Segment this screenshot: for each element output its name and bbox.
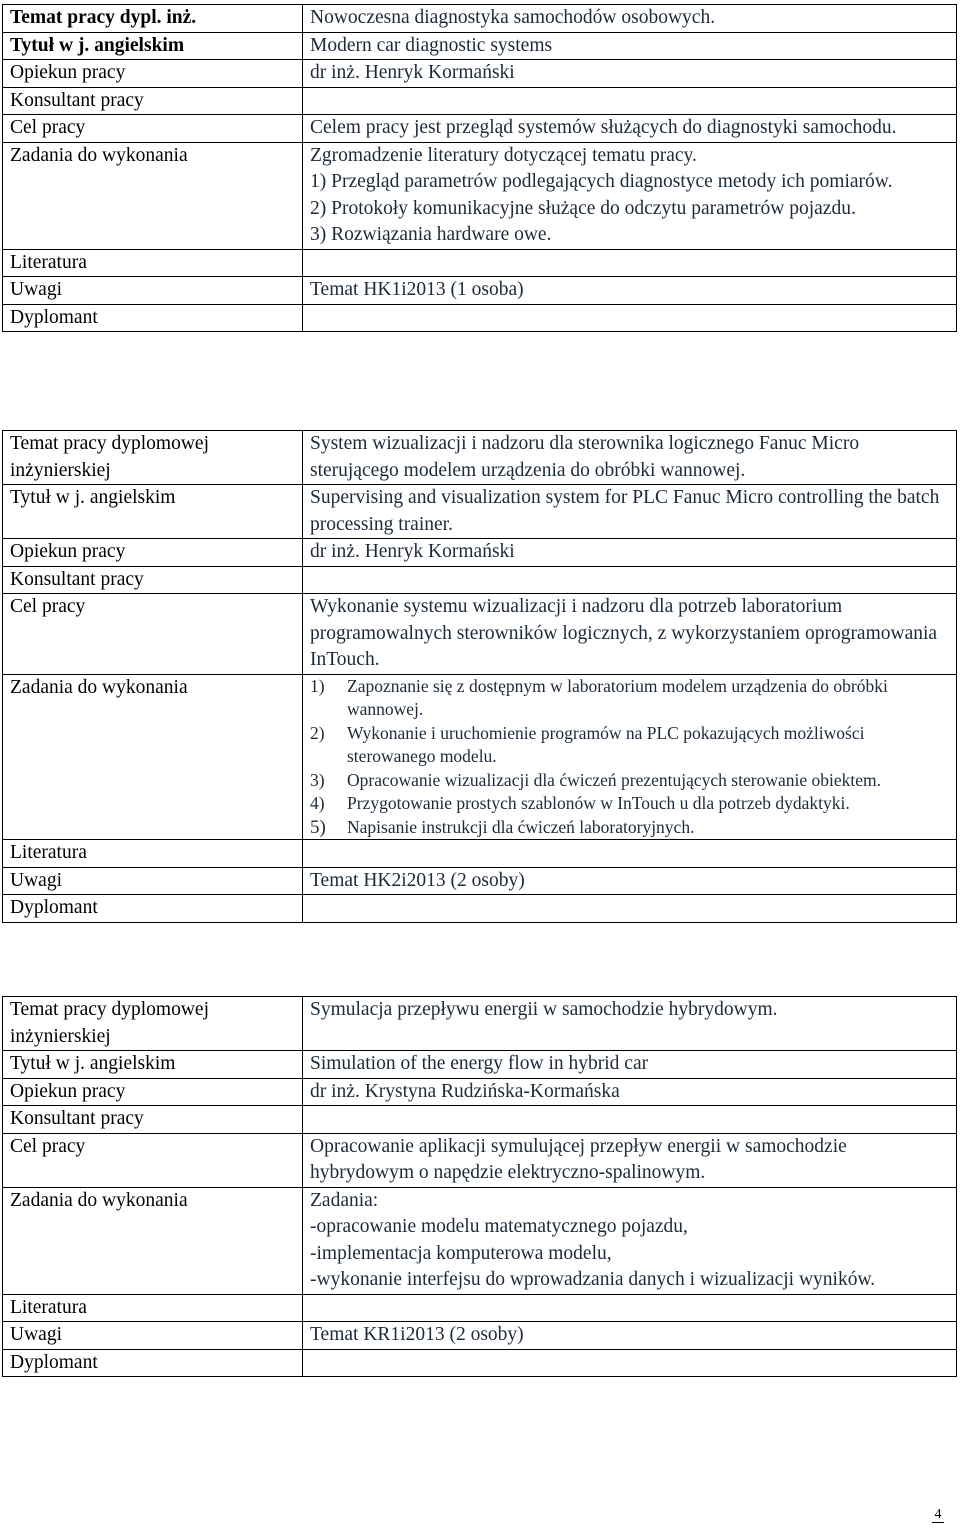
row-supervisor	[3, 60, 957, 88]
row-tasks	[3, 142, 957, 249]
list-item	[310, 792, 948, 816]
row-supervisor	[3, 1078, 957, 1106]
value-title-en: Simulation of the energy flow in hybrid car	[303, 1051, 957, 1079]
list-item	[310, 675, 948, 722]
row-student	[3, 1349, 957, 1377]
value-title-en: Supervising and visualization system for PLC Fanuc Micro controlling the batch processing trainer.	[303, 485, 957, 539]
thesis-table-1	[2, 4, 957, 332]
value-notes: Temat KR1i2013 (2 osoby)	[303, 1322, 957, 1350]
row-student	[3, 304, 957, 332]
row-consultant	[3, 566, 957, 594]
task-number: 1)	[310, 675, 325, 696]
row-title-en	[3, 32, 957, 60]
label-supervisor: Opiekun pracy	[3, 539, 303, 567]
task-line: Zadania:	[310, 1189, 379, 1211]
value-topic: System wizualizacji i nadzoru dla sterownika logicznego Fanuc Micro sterującego modelem urządzenia do obróbki wannowej.	[303, 431, 957, 485]
task-line: -wykonanie interfejsu do wprowadzania danych i wizualizacji wyników.	[310, 1269, 876, 1290]
row-title-en	[3, 485, 957, 539]
value-notes: Temat HK1i2013 (1 osoba)	[303, 277, 957, 305]
value-topic: Symulacja przepływu energii w samochodzie hybrydowym.	[303, 997, 957, 1051]
row-literature	[3, 1294, 957, 1322]
label-literature: Literatura	[3, 840, 303, 868]
value-literature	[303, 840, 957, 868]
label-topic: Temat pracy dypl. inż.	[3, 5, 303, 33]
label-consultant: Konsultant pracy	[3, 1106, 303, 1134]
task-text: Zapoznanie się z dostępnym w laboratorium modelem urządzenia do obróbki wannowej.	[347, 675, 888, 719]
row-tasks	[3, 1187, 957, 1294]
row-supervisor	[3, 539, 957, 567]
label-tasks: Zadania do wykonania	[3, 674, 303, 840]
row-goal	[3, 1133, 957, 1187]
value-tasks	[303, 142, 957, 249]
label-notes: Uwagi	[3, 277, 303, 305]
label-goal: Cel pracy	[3, 594, 303, 675]
value-supervisor: dr inż. Krystyna Rudzińska-Kormańska	[303, 1078, 957, 1106]
label-notes: Uwagi	[3, 867, 303, 895]
label-consultant: Konsultant pracy	[3, 87, 303, 115]
value-supervisor: dr inż. Henryk Kormański	[303, 539, 957, 567]
task-line: -opracowanie modelu matematycznego pojazdu,	[310, 1216, 688, 1237]
value-student	[303, 1349, 957, 1377]
row-title-en	[3, 1051, 957, 1079]
task-text: Opracowanie wizualizacji dla ćwiczeń prezentujących sterowanie obiektem.	[347, 769, 881, 790]
label-student: Dyplomant	[3, 895, 303, 923]
row-topic	[3, 997, 957, 1051]
label-goal: Cel pracy	[3, 1133, 303, 1187]
row-consultant	[3, 1106, 957, 1134]
task-number: 3)	[310, 769, 325, 790]
label-consultant: Konsultant pracy	[3, 566, 303, 594]
value-consultant	[303, 566, 957, 594]
label-literature: Literatura	[3, 249, 303, 277]
value-title-en: Modern car diagnostic systems	[303, 32, 957, 60]
row-topic	[3, 5, 957, 33]
label-title-en: Tytuł w j. angielskim	[3, 485, 303, 539]
value-literature	[303, 1294, 957, 1322]
value-student	[303, 304, 957, 332]
list-item	[310, 816, 948, 840]
value-literature	[303, 249, 957, 277]
label-tasks: Zadania do wykonania	[3, 142, 303, 249]
task-line: 2) Protokoły komunikacyjne służące do odczytu parametrów pojazdu.	[310, 197, 856, 219]
task-line: 1) Przegląd parametrów podlegających diagnostyce metody ich pomiarów.	[310, 171, 893, 192]
row-notes	[3, 1322, 957, 1350]
row-literature	[3, 249, 957, 277]
row-goal	[3, 115, 957, 143]
row-notes	[3, 277, 957, 305]
value-tasks	[303, 674, 957, 840]
value-goal: Opracowanie aplikacji symulującej przepływ energii w samochodzie hybrydowym o napędzie elektryczno-spalinowym.	[303, 1133, 957, 1187]
row-tasks	[3, 674, 957, 840]
label-notes: Uwagi	[3, 1322, 303, 1350]
label-literature: Literatura	[3, 1294, 303, 1322]
label-student: Dyplomant	[3, 1349, 303, 1377]
value-student	[303, 895, 957, 923]
task-number: 4)	[310, 793, 325, 813]
value-consultant	[303, 87, 957, 115]
task-text: Przygotowanie prostych szablonów w InTouch u dla potrzeb dydaktyki.	[347, 793, 850, 813]
task-line: -implementacja komputerowa modelu,	[310, 1242, 612, 1264]
list-item	[310, 722, 948, 769]
label-supervisor: Opiekun pracy	[3, 60, 303, 88]
label-title-en: Tytuł w j. angielskim	[3, 1051, 303, 1079]
value-topic: Nowoczesna diagnostyka samochodów osobowych.	[303, 5, 957, 33]
label-topic: Temat pracy dyplomowej inżynierskiej	[3, 431, 303, 485]
value-goal: Wykonanie systemu wizualizacji i nadzoru dla potrzeb laboratorium programowalnych sterowników logicznych, z wykorzystaniem oprogramowania InTouch.	[303, 594, 957, 675]
label-title-en: Tytuł w j. angielskim	[3, 32, 303, 60]
label-student: Dyplomant	[3, 304, 303, 332]
task-text: Wykonanie i uruchomienie programów na PLC pokazujących możliwości sterowanego modelu.	[347, 722, 865, 766]
page-number: 4	[932, 1508, 944, 1523]
task-list	[310, 675, 948, 840]
row-topic	[3, 431, 957, 485]
row-student	[3, 895, 957, 923]
task-number: 5)	[310, 816, 326, 838]
list-item	[310, 769, 948, 793]
row-consultant	[3, 87, 957, 115]
task-line: 3) Rozwiązania hardware owe.	[310, 224, 552, 245]
row-literature	[3, 840, 957, 868]
row-goal	[3, 594, 957, 675]
value-consultant	[303, 1106, 957, 1134]
task-line: Zgromadzenie literatury dotyczącej tematu pracy.	[310, 144, 697, 166]
task-text: Napisanie instrukcji dla ćwiczeń laboratoryjnych.	[347, 816, 695, 837]
thesis-table-3	[2, 996, 957, 1377]
value-tasks	[303, 1187, 957, 1294]
label-supervisor: Opiekun pracy	[3, 1078, 303, 1106]
thesis-table-2	[2, 430, 957, 923]
label-tasks: Zadania do wykonania	[3, 1187, 303, 1294]
row-notes	[3, 867, 957, 895]
label-goal: Cel pracy	[3, 115, 303, 143]
value-notes: Temat HK2i2013 (2 osoby)	[303, 867, 957, 895]
label-topic: Temat pracy dyplomowej inżynierskiej	[3, 997, 303, 1051]
value-goal: Celem pracy jest przegląd systemów służących do diagnostyki samochodu.	[303, 115, 957, 143]
value-supervisor: dr inż. Henryk Kormański	[303, 60, 957, 88]
task-number: 2)	[310, 722, 325, 743]
